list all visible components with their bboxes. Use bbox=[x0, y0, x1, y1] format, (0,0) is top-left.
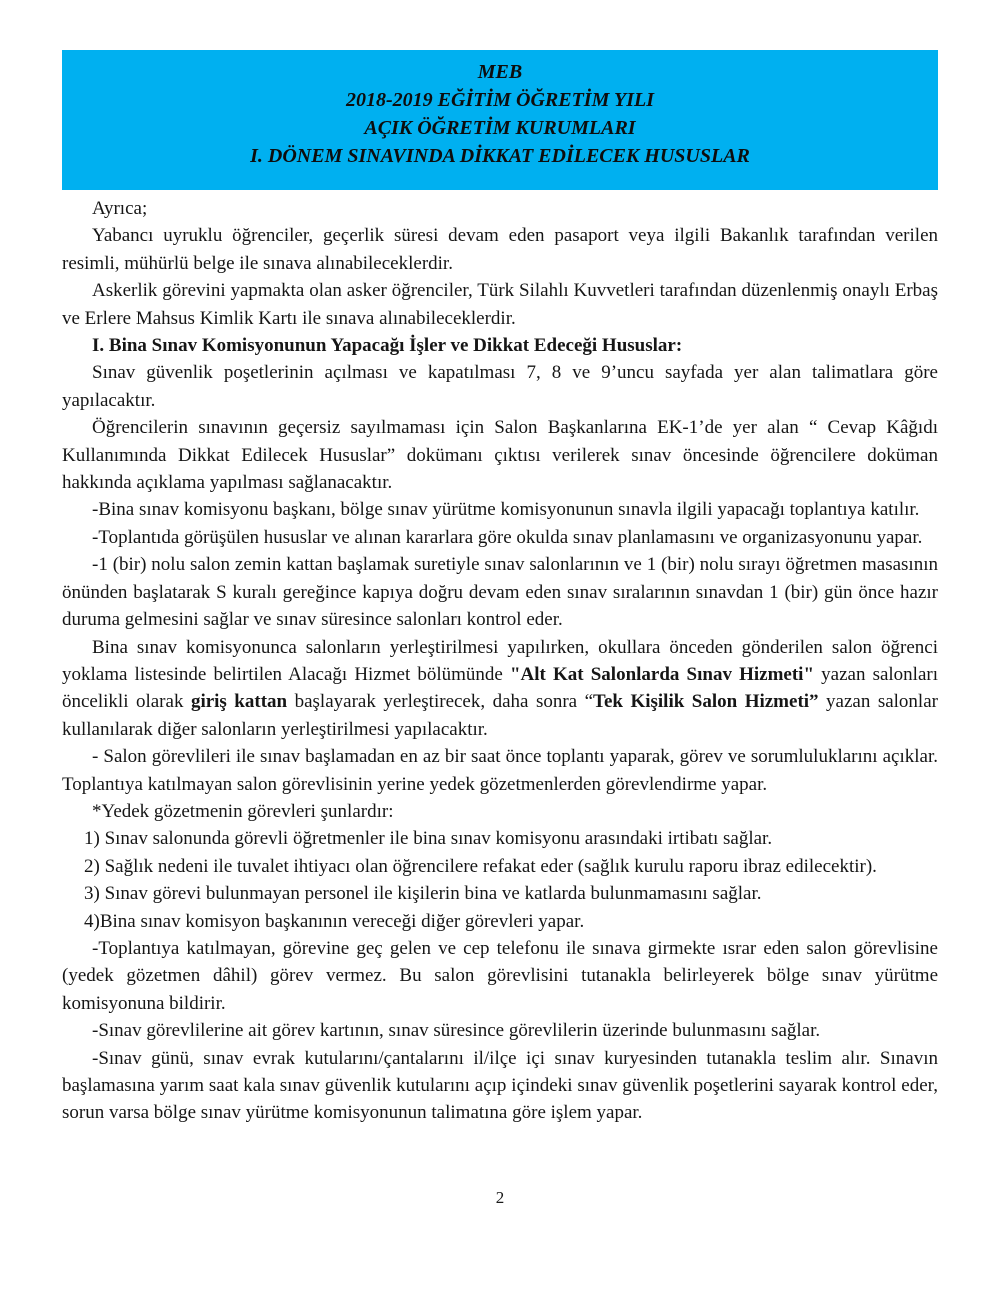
list-item bbox=[62, 880, 938, 907]
text-run: yazan salonlar kullanılarak diğer salonların yerleştirilmesi yapılacaktır. bbox=[62, 691, 938, 740]
document-body bbox=[62, 195, 938, 1127]
note-line bbox=[62, 798, 938, 825]
text-run: 1) Sınav salonunda görevli öğretmenler ile bina sınav komisyonu arasındaki irtibatı sağlar. bbox=[84, 828, 773, 850]
text-run: -Sınav görevlilerine ait görev kartının, sınav süresince görevlilerin üzerinde bulunmasını sağlar. bbox=[92, 1020, 821, 1042]
paragraph bbox=[62, 414, 938, 496]
list-item bbox=[62, 825, 938, 852]
text-run: yazan salonları öncelikli olarak bbox=[62, 663, 938, 713]
text-run: Yabancı uyruklu öğrenciler, geçerlik süresi devam eden pasaport veya ilgili Bakanlık tarafından verilen resimli, mühürlü belge ile sınava alınabileceklerdir. bbox=[62, 225, 938, 274]
text-run: başlayarak yerleştirecek, daha sonra “ bbox=[287, 691, 594, 713]
paragraph bbox=[62, 634, 938, 744]
paragraph bbox=[62, 277, 938, 332]
page-number: 2 bbox=[495, 1188, 505, 1207]
text-run: Sınav güvenlik poşetlerinin açılması ve kapatılması 7, 8 ve 9’uncu sayfada yer alan talimatlara göre yapılacaktır. bbox=[62, 362, 938, 411]
paragraph bbox=[62, 359, 938, 414]
text-run: Askerlik görevini yapmakta olan asker öğrenciler, Türk Silahlı Kuvvetleri tarafından düzenlenmiş onaylı Erbaş ve Erlere Mahsus Kimlik Kartı ile sınava alınabileceklerdir. bbox=[62, 280, 938, 329]
text-run: -Toplantıya katılmayan, görevine geç gelen ve cep telefonu ile sınava girmekte ısrar eden salon görevlisine (yedek gözetmen dâhil) görev vermez. Bu salon görevlisini tutanakla belirleyerek bölge sınav yürütme komisyonuna bildirir. bbox=[62, 937, 938, 1014]
paragraph bbox=[62, 743, 938, 798]
paragraph bbox=[62, 1045, 938, 1127]
emphasized-text: giriş kattan bbox=[190, 691, 288, 713]
banner-line-subject: I. DÖNEM SINAVINDA DİKKAT EDİLECEK HUSUSLAR bbox=[250, 145, 750, 167]
paragraph bbox=[62, 1017, 938, 1044]
text-run: 4)Bina sınav komisyon başkanının vereceği diğer görevleri yapar. bbox=[84, 910, 585, 932]
paragraph bbox=[62, 195, 938, 222]
list-item bbox=[62, 908, 938, 935]
emphasized-text: "Alt Kat Salonlarda Sınav Hizmeti" bbox=[510, 663, 815, 685]
text-run: 3) Sınav görevi bulunmayan personel ile kişilerin bina ve katlarda bulunmamasını sağlar. bbox=[84, 883, 762, 905]
section-heading bbox=[62, 332, 938, 359]
paragraph bbox=[62, 935, 938, 1017]
text-run: - Salon görevlileri ile sınav başlamadan en az bir saat önce toplantı yaparak, görev ve sorumluluklarını açıklar. Toplantıya katılmayan salon görevlisinin yerine yedek gözetmenlerden görevlendirme yapar. bbox=[62, 746, 938, 795]
paragraph bbox=[62, 551, 938, 633]
banner-line-institution: AÇIK ÖĞRETİM KURUMLARI bbox=[364, 117, 636, 139]
text-run: -Toplantıda görüşülen hususlar ve alınan kararlara göre okulda sınav planlamasını ve organizasyonunu yapar. bbox=[92, 526, 923, 548]
text-run: Bina sınav komisyonunca salonların yerleştirilmesi yapılırken, okullara önceden gönderilen salon öğrenci yoklama listesinde belirtilen Alacağı Hizmet bölümünde bbox=[62, 636, 938, 685]
text-run: *Yedek gözetmenin görevleri şunlardır: bbox=[92, 800, 394, 822]
paragraph bbox=[62, 496, 938, 523]
emphasized-text: Tek Kişilik Salon Hizmeti” bbox=[593, 691, 819, 713]
text-run: 2) Sağlık nedeni ile tuvalet ihtiyacı olan öğrencilere refakat eder (sağlık kurulu raporu ibraz edilecektir). bbox=[84, 855, 877, 877]
emphasized-text: I. Bina Sınav Komisyonunun Yapacağı İşler ve Dikkat Edeceği Hususlar: bbox=[92, 335, 683, 357]
text-run: Ayrıca; bbox=[92, 198, 148, 219]
text-run: -1 (bir) nolu salon zemin kattan başlamak suretiyle sınav salonlarının ve 1 (bir) nolu sırayı öğretmen masasının önünden başlatarak S kuralı gereğince kapıya doğru devam eden sınav sıralarının sınavdan 1 (bir) gün önce hazır duruma gelmesini sağlar ve sınav süresince salonları kontrol eder. bbox=[62, 554, 938, 631]
paragraph bbox=[62, 222, 938, 277]
banner-line-meb: MEB bbox=[477, 61, 523, 83]
text-run: -Sınav günü, sınav evrak kutularını/çantalarını il/ilçe içi sınav kuryesinden tutanakla teslim alır. Sınavın başlamasına yarım saat kala sınav güvenlik kutularını açıp içindeki sınav güvenlik poşetlerini sayarak kontrol eder, sorun varsa bölge sınav yürütme komisyonunun talimatına göre işlem yapar. bbox=[62, 1047, 938, 1124]
title-banner bbox=[62, 50, 938, 190]
text-run: -Bina sınav komisyonu başkanı, bölge sınav yürütme komisyonunun sınavla ilgili yapacağı toplantıya katılır. bbox=[92, 499, 920, 521]
banner-line-year: 2018-2019 EĞİTİM ÖĞRETİM YILI bbox=[346, 89, 654, 111]
paragraph bbox=[62, 524, 938, 551]
list-item bbox=[62, 853, 938, 880]
text-run: Öğrencilerin sınavının geçersiz sayılmaması için Salon Başkanlarına EK-1’de yer alan “ Cevap Kâğıdı Kullanımında Dikkat Edilecek Hususlar” dokümanı çıktısı verilerek sınav öncesinde öğrencilere doküman hakkında açıklama yapılması sağlanacaktır. bbox=[62, 417, 938, 494]
